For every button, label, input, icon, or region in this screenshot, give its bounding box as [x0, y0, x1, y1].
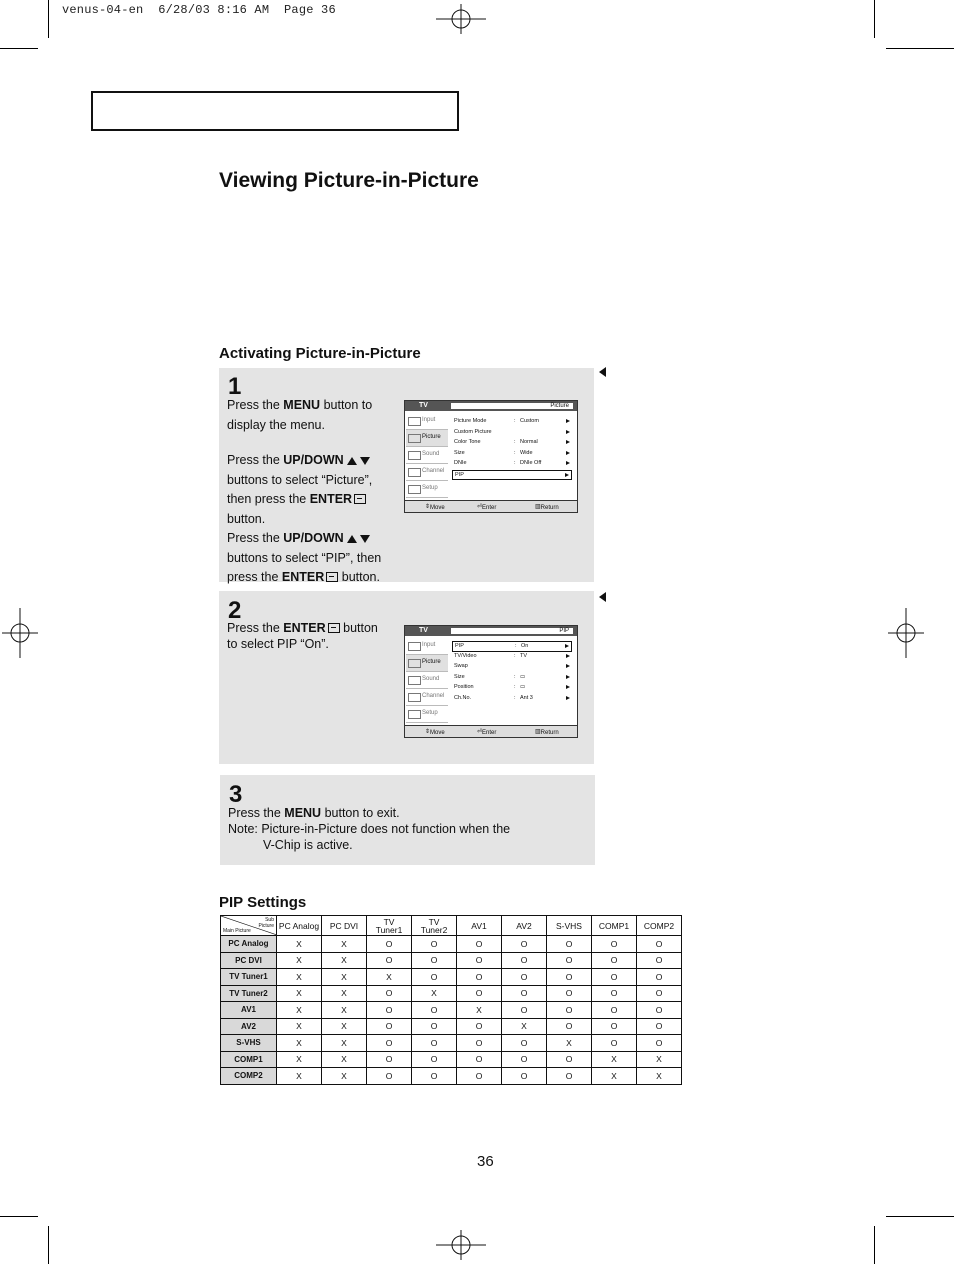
table-cell: X — [322, 936, 367, 953]
arrow-right-icon — [566, 419, 570, 423]
osd-sidebar — [406, 638, 448, 723]
registration-mark — [436, 1230, 486, 1260]
table-cell: X — [277, 969, 322, 986]
table-cell: X — [322, 1051, 367, 1068]
osd-sidebar — [406, 413, 448, 498]
table-cell: O — [457, 1051, 502, 1068]
osd-row: Swap — [452, 662, 572, 673]
table-cell: O — [457, 1018, 502, 1035]
arrow-right-icon — [565, 644, 569, 648]
table-cell: X — [322, 1002, 367, 1019]
table-cell: O — [547, 1051, 592, 1068]
table-cell: O — [547, 985, 592, 1002]
up-arrow-icon — [347, 457, 357, 465]
table-cell: O — [592, 1035, 637, 1052]
table-cell: O — [592, 952, 637, 969]
table-cell: O — [457, 952, 502, 969]
step-number: 1 — [228, 373, 242, 400]
table-row — [221, 1035, 682, 1052]
table-cell: O — [412, 1051, 457, 1068]
table-cell: X — [457, 1002, 502, 1019]
row-header: PC Analog — [221, 936, 277, 953]
table-cell: O — [367, 952, 412, 969]
arrow-right-icon — [565, 473, 569, 477]
osd-menu-rows — [452, 641, 572, 704]
table-row — [221, 985, 682, 1002]
table-cell: X — [322, 985, 367, 1002]
crop-mark — [886, 1216, 954, 1217]
column-header: PC Analog — [277, 916, 322, 936]
osd-sidebar-input: Input — [406, 413, 448, 430]
step-2-text: Press the ENTER button to select PIP “On”. — [227, 621, 378, 651]
up-arrow-icon — [347, 535, 357, 543]
table-cell: O — [592, 969, 637, 986]
table-row — [221, 969, 682, 986]
crop-mark — [48, 0, 49, 38]
enter-icon — [326, 572, 338, 582]
osd-footer-move: ⇕ Move — [425, 729, 445, 736]
registration-mark — [436, 4, 486, 34]
table-cell: X — [592, 1068, 637, 1085]
osd-row-selected: PIP — [452, 470, 572, 481]
table-cell: O — [412, 1002, 457, 1019]
row-header: TV Tuner1 — [221, 969, 277, 986]
chapter-header-box — [91, 91, 459, 131]
registration-mark — [888, 608, 924, 658]
section-heading-activating: Activating Picture-in-Picture — [219, 345, 421, 362]
osd-row: Color Tone : Normal — [452, 438, 572, 449]
osd-title-bar — [405, 626, 577, 636]
enter-icon — [354, 494, 366, 504]
table-cell: X — [592, 1051, 637, 1068]
arrow-right-icon — [566, 696, 570, 700]
crop-mark — [874, 0, 875, 38]
table-cell: X — [277, 936, 322, 953]
table-cell: O — [412, 1018, 457, 1035]
osd-footer-enter: ⏎ Enter — [477, 729, 497, 736]
table-corner-cell — [221, 916, 277, 936]
table-cell: O — [457, 969, 502, 986]
osd-sidebar-channel: Channel — [406, 464, 448, 481]
column-header: TV Tuner1 — [367, 916, 412, 936]
table-cell: O — [502, 1068, 547, 1085]
table-cell: O — [637, 1035, 682, 1052]
table-cell: O — [367, 1018, 412, 1035]
picture-icon — [408, 659, 421, 668]
setup-icon — [408, 485, 421, 494]
table-cell: O — [457, 985, 502, 1002]
table-cell: O — [502, 1035, 547, 1052]
table-cell: X — [277, 952, 322, 969]
corner-main-label: Main Picture — [223, 928, 251, 934]
osd-sidebar-setup: Setup — [406, 706, 448, 723]
corner-sub-label: Sub — [265, 917, 274, 923]
printer-slug: venus-04-en 6/28/03 8:16 AM Page 36 — [62, 3, 336, 17]
sound-icon — [408, 676, 421, 685]
table-cell: O — [502, 969, 547, 986]
enter-icon — [328, 623, 340, 633]
osd-footer-return: ▥ Return — [535, 504, 559, 511]
osd-row: Picture Mode : Custom — [452, 417, 572, 428]
osd-sidebar-sound: Sound — [406, 447, 448, 464]
picture-icon — [408, 434, 421, 443]
arrow-right-icon — [566, 461, 570, 465]
pip-table-body — [221, 936, 682, 1085]
osd-title-bar — [405, 401, 577, 411]
table-cell: O — [637, 985, 682, 1002]
table-cell: O — [637, 1018, 682, 1035]
channel-icon — [408, 693, 421, 702]
step-3-panel — [220, 775, 595, 865]
table-cell: O — [637, 969, 682, 986]
table-cell: X — [637, 1051, 682, 1068]
step-1-panel — [219, 368, 594, 582]
table-cell: O — [367, 936, 412, 953]
table-cell: O — [592, 1018, 637, 1035]
table-row — [221, 1018, 682, 1035]
osd-row: Position : ▭ — [452, 683, 572, 694]
osd-row: Custom Picture — [452, 428, 572, 439]
table-cell: O — [592, 985, 637, 1002]
step-1-text: Press the MENU button to display the menu. Press the UP/DOWN buttons to select “Picture”, then press the ENTER button. Press the UP/DOWN buttons to select “PIP”, then press the ENTER button. — [227, 398, 382, 584]
table-cell: O — [412, 952, 457, 969]
osd-row: TV/Video : TV — [452, 652, 572, 663]
section-heading-pip-settings: PIP Settings — [219, 894, 307, 911]
column-header: S-VHS — [547, 916, 592, 936]
setup-icon — [408, 710, 421, 719]
down-arrow-icon — [360, 535, 370, 543]
arrow-right-icon — [566, 675, 570, 679]
arrow-right-icon — [566, 440, 570, 444]
osd-title: TV — [419, 627, 428, 634]
column-header: TV Tuner2 — [412, 916, 457, 936]
crop-mark — [886, 48, 954, 49]
osd-menu-rows — [452, 417, 572, 480]
channel-icon — [408, 468, 421, 477]
table-cell: X — [277, 1018, 322, 1035]
table-cell: O — [502, 952, 547, 969]
osd-footer-enter: ⏎ Enter — [477, 504, 497, 511]
arrow-right-icon — [566, 451, 570, 455]
table-cell: O — [367, 1068, 412, 1085]
down-arrow-icon — [360, 457, 370, 465]
row-header: PC DVI — [221, 952, 277, 969]
row-header: COMP2 — [221, 1068, 277, 1085]
row-header: S-VHS — [221, 1035, 277, 1052]
table-cell: X — [637, 1068, 682, 1085]
osd-row: Size : ▭ — [452, 673, 572, 684]
osd-footer — [405, 725, 577, 737]
osd-sidebar-input: Input — [406, 638, 448, 655]
table-cell: O — [457, 936, 502, 953]
column-header: PC DVI — [322, 916, 367, 936]
osd-section: Picture — [550, 403, 569, 409]
osd-section: PIP — [559, 628, 569, 634]
row-header: AV2 — [221, 1018, 277, 1035]
sound-icon — [408, 451, 421, 460]
osd-row: Ch.No. : Ant 3 — [452, 694, 572, 705]
osd-row-selected: PIP : On — [452, 641, 572, 652]
table-cell: X — [277, 1068, 322, 1085]
osd-sidebar-picture: Picture — [406, 655, 448, 672]
table-row — [221, 936, 682, 953]
table-cell: X — [412, 985, 457, 1002]
margin-arrow-icon — [599, 592, 606, 602]
row-header: TV Tuner2 — [221, 985, 277, 1002]
step-number: 2 — [228, 597, 242, 624]
table-cell: X — [322, 1068, 367, 1085]
table-cell: O — [412, 936, 457, 953]
table-cell: O — [412, 1035, 457, 1052]
table-cell: O — [412, 1068, 457, 1085]
osd-sidebar-sound: Sound — [406, 672, 448, 689]
table-cell: O — [637, 936, 682, 953]
table-row — [221, 1051, 682, 1068]
table-header-row — [221, 916, 682, 936]
table-cell: X — [322, 1035, 367, 1052]
table-cell: X — [277, 1035, 322, 1052]
pip-settings-table-wrap — [220, 915, 682, 1085]
margin-arrow-icon — [599, 367, 606, 377]
table-cell: O — [637, 952, 682, 969]
row-header: AV1 — [221, 1002, 277, 1019]
table-cell: O — [547, 969, 592, 986]
crop-mark — [48, 1226, 49, 1264]
table-cell: O — [457, 1068, 502, 1085]
table-cell: X — [277, 985, 322, 1002]
osd-sidebar-setup: Setup — [406, 481, 448, 498]
table-cell: O — [412, 969, 457, 986]
table-cell: O — [367, 985, 412, 1002]
crop-mark — [0, 48, 38, 49]
page-title: Viewing Picture-in-Picture — [219, 169, 479, 192]
table-cell: O — [592, 936, 637, 953]
arrow-right-icon — [566, 654, 570, 658]
osd-title: TV — [419, 402, 428, 409]
table-cell: O — [502, 1002, 547, 1019]
table-cell: O — [637, 1002, 682, 1019]
table-row — [221, 1068, 682, 1085]
page-number: 36 — [477, 1153, 494, 1170]
table-cell: O — [502, 936, 547, 953]
crop-mark — [874, 1226, 875, 1264]
table-cell: X — [322, 1018, 367, 1035]
osd-footer-move: ⇕ Move — [425, 504, 445, 511]
column-header: COMP2 — [637, 916, 682, 936]
table-cell: O — [502, 1051, 547, 1068]
column-header: AV1 — [457, 916, 502, 936]
table-cell: X — [502, 1018, 547, 1035]
osd-footer — [405, 500, 577, 512]
arrow-right-icon — [566, 685, 570, 689]
pip-settings-table — [220, 915, 682, 1085]
table-cell: X — [322, 969, 367, 986]
osd-row: DNIe : DNIe Off — [452, 459, 572, 470]
column-header: AV2 — [502, 916, 547, 936]
corner-picture-label: Picture — [258, 923, 274, 929]
input-icon — [408, 642, 421, 651]
osd-sidebar-channel: Channel — [406, 689, 448, 706]
table-cell: X — [367, 969, 412, 986]
table-cell: O — [367, 1002, 412, 1019]
table-cell: O — [547, 952, 592, 969]
step-2-panel — [219, 591, 594, 764]
osd-menu-pip — [404, 625, 578, 738]
registration-mark — [2, 608, 38, 658]
table-cell: O — [367, 1035, 412, 1052]
osd-footer-return: ▥ Return — [535, 729, 559, 736]
arrow-right-icon — [566, 664, 570, 668]
table-cell: X — [277, 1002, 322, 1019]
table-cell: X — [322, 952, 367, 969]
table-cell: X — [547, 1035, 592, 1052]
osd-sidebar-picture: Picture — [406, 430, 448, 447]
table-cell: O — [547, 1018, 592, 1035]
osd-menu-picture — [404, 400, 578, 513]
input-icon — [408, 417, 421, 426]
table-cell: O — [457, 1035, 502, 1052]
step-3-text: Press the MENU button to exit. Note: Picture-in-Picture does not function when the V-Chip is active. — [228, 806, 511, 852]
table-cell: X — [277, 1051, 322, 1068]
table-cell: O — [367, 1051, 412, 1068]
table-cell: O — [502, 985, 547, 1002]
table-row — [221, 952, 682, 969]
table-row — [221, 1002, 682, 1019]
row-header: COMP1 — [221, 1051, 277, 1068]
table-cell: O — [592, 1002, 637, 1019]
table-cell: O — [547, 936, 592, 953]
step-number: 3 — [229, 781, 243, 808]
table-cell: O — [547, 1002, 592, 1019]
table-cell: O — [547, 1068, 592, 1085]
arrow-right-icon — [566, 430, 570, 434]
osd-row: Size : Wide — [452, 449, 572, 460]
crop-mark — [0, 1216, 38, 1217]
column-header: COMP1 — [592, 916, 637, 936]
